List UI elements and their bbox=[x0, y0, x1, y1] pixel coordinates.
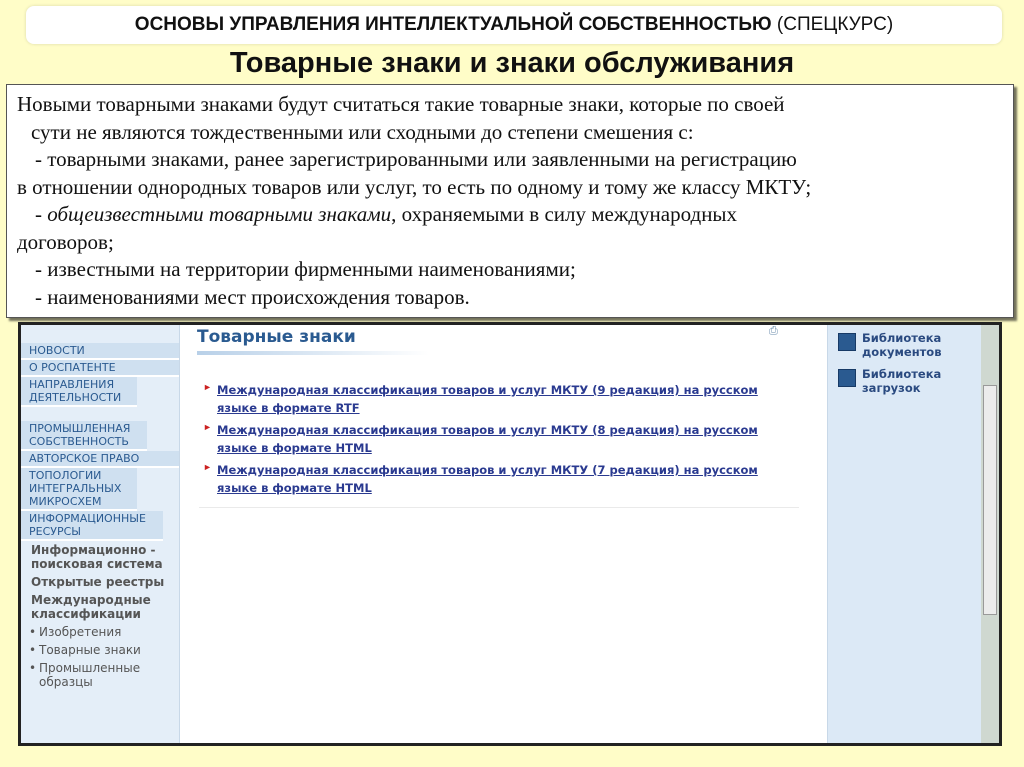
library-downloads-label: Библиотека загрузок bbox=[862, 367, 942, 395]
body-line-7: - известными на территории фирменными наименованиями; bbox=[35, 257, 576, 281]
body-line-4: в отношении однородных товаров или услуг, то есть по одному и тому же классу МКТУ; bbox=[17, 174, 812, 199]
course-title-box bbox=[26, 6, 1002, 44]
nav-item-info-resources[interactable]: ИНФОРМАЦИОННЫЕ РЕСУРСЫ bbox=[21, 511, 163, 541]
body-line-5-rest: , охраняемыми в силу международных bbox=[391, 202, 738, 226]
nav-item-industrial-property[interactable]: ПРОМЫШЛЕННАЯ СОБСТВЕННОСТЬ bbox=[21, 421, 147, 451]
subsub-item-label: Промышленные образцы bbox=[39, 661, 141, 689]
scrollbar-thumb[interactable] bbox=[983, 385, 997, 615]
print-icon[interactable]: ⎙ bbox=[769, 325, 778, 337]
arrow-icon: ► bbox=[203, 462, 212, 472]
body-line-3: - товарными знаками, ранее зарегистрированными или заявленными на регистрацию bbox=[35, 147, 797, 171]
slide-title: Товарные знаки и знаки обслуживания bbox=[229, 47, 795, 79]
right-panel bbox=[827, 325, 988, 743]
title-underline bbox=[197, 351, 429, 355]
link-row bbox=[199, 461, 799, 497]
subsub-item-label: Товарные знаки bbox=[39, 643, 141, 657]
main-title: Товарные знаки bbox=[197, 327, 356, 347]
left-nav bbox=[21, 325, 180, 743]
nav-item-topologies[interactable]: ТОПОЛОГИИ ИНТЕГРАЛЬНЫХ МИКРОСХЕМ bbox=[21, 468, 137, 511]
link-row bbox=[199, 421, 799, 457]
arrow-icon: ► bbox=[203, 382, 212, 392]
nav-item-directions[interactable]: НАПРАВЛЕНИЯ ДЕЯТЕЛЬНОСТИ bbox=[21, 377, 137, 407]
nav-spacer bbox=[21, 325, 179, 343]
body-line-5-dash: - bbox=[35, 202, 48, 226]
sub-item-search-system[interactable]: Информационно - поисковая система bbox=[31, 543, 163, 571]
floppy-disk-icon bbox=[838, 369, 856, 387]
bullet-icon: • bbox=[29, 643, 37, 657]
body-line-5-italic: общеизвестными товарными знаками bbox=[47, 202, 392, 226]
course-title-suffix: (СПЕЦКУРС) bbox=[776, 14, 894, 35]
book-icon bbox=[838, 333, 856, 351]
arrow-icon: ► bbox=[203, 422, 212, 432]
body-line-8: - наименованиями мест происхождения товаров. bbox=[35, 284, 470, 309]
subsub-item-trademarks[interactable] bbox=[21, 641, 179, 659]
library-documents-label: Библиотека документов bbox=[862, 331, 942, 359]
nav-gap bbox=[21, 407, 179, 421]
nav-item-copyright[interactable]: АВТОРСКОЕ ПРАВО bbox=[21, 451, 179, 468]
link-mktu-9-rtf[interactable]: Международная классификация товаров и услуг МКТУ (9 редакция) на русском языке в формате RTF bbox=[217, 383, 758, 415]
links-list bbox=[199, 381, 799, 501]
link-row bbox=[199, 381, 799, 417]
body-line-6: договоров; bbox=[17, 229, 114, 254]
body-line-1: Новыми товарными знаками будут считаться такие товарные знаки, которые по своей bbox=[17, 92, 785, 116]
course-title: ОСНОВЫ УПРАВЛЕНИЯ ИНТЕЛЛЕКТУАЛЬНОЙ СОБСТВЕННОСТЬЮ bbox=[134, 14, 772, 35]
body-line-2: сути не являются тождественными или сходными до степени смешения с: bbox=[31, 119, 694, 144]
main-content bbox=[181, 325, 826, 743]
nav-item-about[interactable]: О РОСПАТЕНТЕ bbox=[21, 360, 179, 377]
website-screenshot bbox=[18, 322, 1002, 746]
sub-item-open-registers[interactable]: Открытые реестры bbox=[31, 575, 165, 589]
subsub-item-inventions[interactable] bbox=[21, 623, 179, 641]
content-divider bbox=[199, 507, 799, 508]
scrollbar[interactable] bbox=[981, 325, 999, 743]
body-text-box bbox=[6, 84, 1014, 318]
link-mktu-8-html[interactable]: Международная классификация товаров и услуг МКТУ (8 редакция) на русском языке в формате HTML bbox=[217, 423, 758, 455]
bullet-icon: • bbox=[29, 625, 37, 639]
subsub-item-label: Изобретения bbox=[39, 625, 122, 639]
library-documents[interactable] bbox=[838, 331, 972, 359]
sub-item-intl-classifications[interactable]: Международные классификации bbox=[31, 593, 151, 621]
subsub-item-designs[interactable] bbox=[21, 659, 169, 691]
body-line-5 bbox=[17, 201, 1003, 229]
library-downloads[interactable] bbox=[838, 367, 972, 395]
link-mktu-7-html[interactable]: Международная классификация товаров и услуг МКТУ (7 редакция) на русском языке в формате HTML bbox=[217, 463, 758, 495]
bullet-icon: • bbox=[29, 661, 37, 675]
nav-item-news[interactable]: НОВОСТИ bbox=[21, 343, 179, 360]
